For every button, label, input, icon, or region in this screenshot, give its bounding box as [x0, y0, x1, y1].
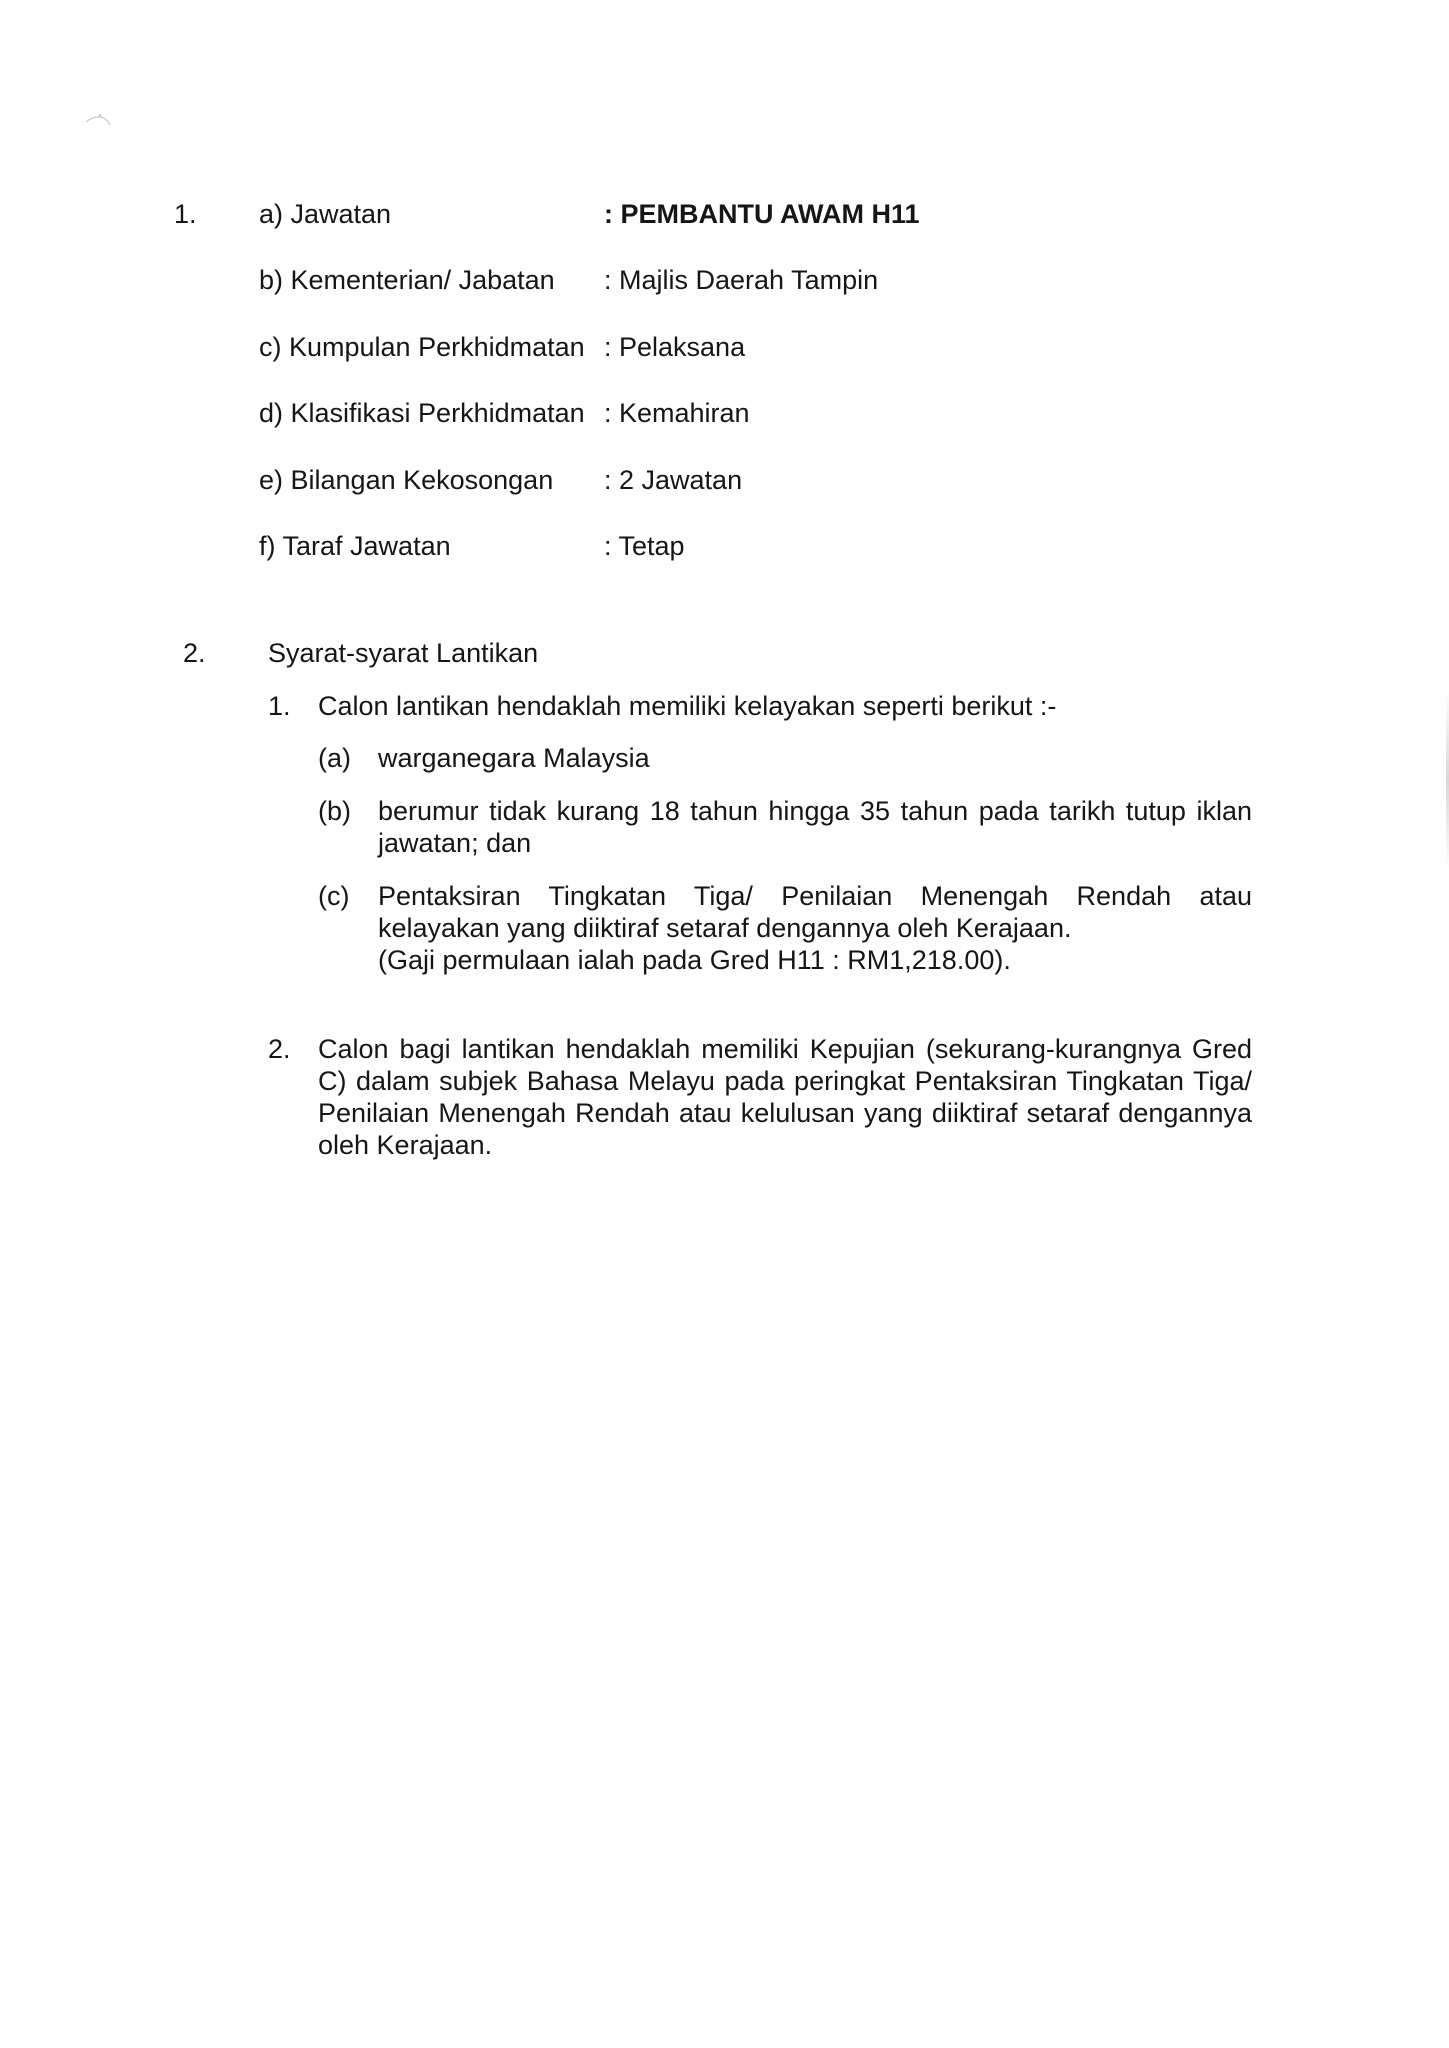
- requirement-number: 1.: [268, 691, 291, 721]
- scan-artifact-mark: [80, 100, 140, 160]
- subitem-label: (b): [318, 796, 351, 826]
- row-value: : Pelaksana: [604, 332, 746, 362]
- row-value: : Tetap: [604, 531, 685, 561]
- row-label: a) Jawatan: [259, 199, 392, 229]
- requirement-number: 2.: [268, 1034, 291, 1064]
- section-1-number: 1.: [174, 199, 197, 229]
- subitem-text: berumur tidak kurang 18 tahun hingga 35 tahun pada tarikh tutup iklan jawatan; dan: [378, 796, 1252, 858]
- row-label: b) Kementerian/ Jabatan: [259, 265, 555, 295]
- subitem-text: Pentaksiran Tingkatan Tiga/ Penilaian Menengah Rendah atau kelayakan yang diiktiraf setaraf dengannya oleh Kerajaan.: [378, 881, 1252, 943]
- section-2-title: Syarat-syarat Lantikan: [268, 638, 539, 668]
- row-label: c) Kumpulan Perkhidmatan: [259, 332, 585, 362]
- salary-note: (Gaji permulaan ialah pada Gred H11 : RM1,218.00).: [378, 945, 1011, 975]
- row-label: d) Klasifikasi Perkhidmatan: [259, 398, 585, 428]
- subitem-text: warganegara Malaysia: [378, 743, 650, 773]
- subitem-label: (a): [318, 743, 351, 773]
- row-value: : PEMBANTU AWAM H11: [604, 199, 920, 229]
- row-label: e) Bilangan Kekosongan: [259, 465, 554, 495]
- row-value: : 2 Jawatan: [604, 465, 743, 495]
- row-value: : Majlis Daerah Tampin: [604, 265, 879, 295]
- requirement-text: Calon lantikan hendaklah memiliki kelayakan seperti berikut :-: [318, 691, 1057, 721]
- section-2-number: 2.: [183, 638, 206, 668]
- row-label: f) Taraf Jawatan: [259, 531, 451, 561]
- subitem-label: (c): [318, 881, 350, 911]
- requirement-text: Calon bagi lantikan hendaklah memiliki Kepujian (sekurang-kurangnya Gred C) dalam subjek Bahasa Melayu pada peringkat Pentaksiran Tingkatan Tiga/ Penilaian Menengah Rendah atau kelulusan yang diiktiraf setaraf dengannya oleh Kerajaan.: [318, 1034, 1252, 1160]
- row-value: : Kemahiran: [604, 398, 750, 428]
